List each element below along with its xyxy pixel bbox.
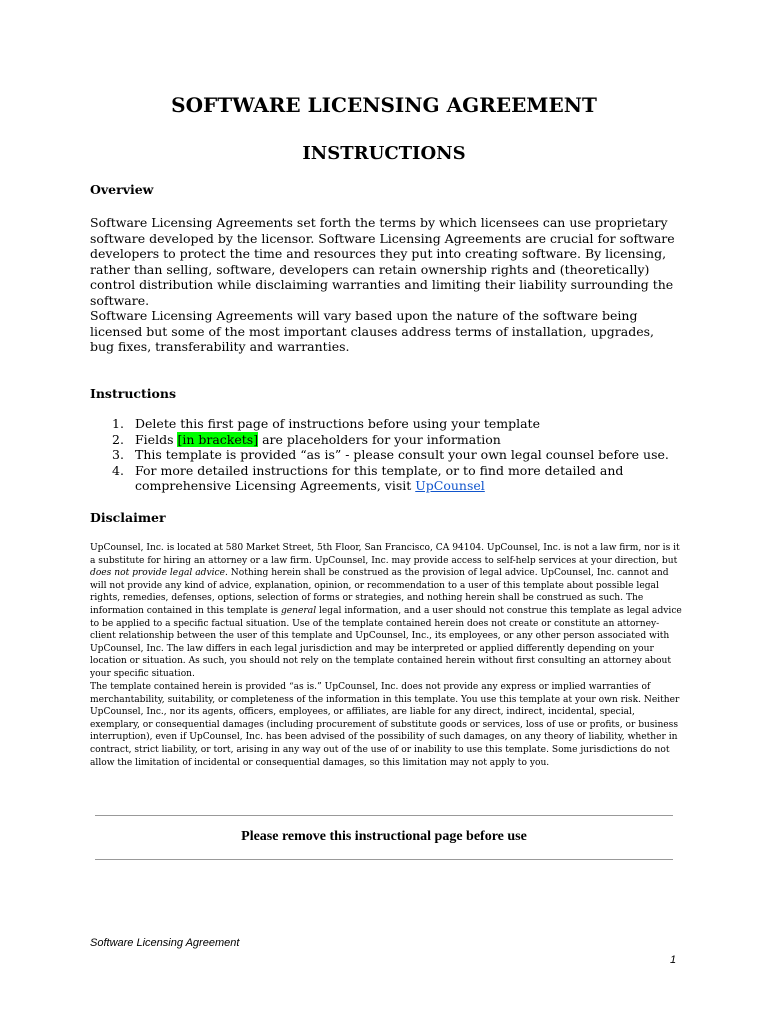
document-title: SOFTWARE LICENSING AGREEMENT — [171, 93, 597, 117]
list-item-text: Fields — [135, 431, 178, 447]
list-number: 1. — [112, 416, 124, 431]
list-item-text: Delete this first page of instructions before using your template — [135, 416, 540, 431]
list-number: 2. — [112, 431, 124, 447]
overview-paragraph-2: Software Licensing Agreements will vary based upon the nature of the software being licensed but some of the most important clauses address terms of installation, upgrades, bug fixes, transferability and warranties. — [90, 308, 654, 355]
list-item — [90, 447, 680, 463]
list-item-text: For more detailed instructions for this template, or to find more detailed and comprehensive Licensing Agreements, visit — [135, 462, 624, 494]
instructions-title: INSTRUCTIONS — [302, 143, 466, 164]
overview-heading: Overview — [90, 182, 154, 197]
disclaimer-paragraph-1 — [90, 542, 685, 681]
list-item-text: This template is provided “as is” - please consult your own legal counsel before use. — [135, 447, 669, 463]
disclaimer-emphasis: general — [280, 605, 317, 616]
disclaimer-text: Nothing herein shall be construed as the provision of legal advice. UpCounsel, Inc. cannot and will not provide any kind of advice, explanation, opinion, or recommendation to a user of this template about possible legal rights, remedies, defenses, options, selection of forms or strategies, and nothing herein shall be construed as such. The information contained in this template is — [90, 568, 669, 616]
disclaimer-paragraph-2: The template contained herein is provided “as is.” UpCounsel, Inc. does not provide any express or implied warranties of merchantability, suitability, or completeness of the information in this template. You use this template at your own risk. Neither UpCounsel, Inc., nor its agents, officers, employees, or affiliates, are liable for any direct, indirect, incidental, special, exemplary, or consequential damages (including procurement of substitute goods or services, loss of use or profits, or business interruption), even if UpCounsel, Inc. has been advised of the possibility of such damages, on any theory of liability, whether in contract, strict liability, or tort, arising in any way out of the use of or inability to use this template. Some jurisdictions do not allow the limitation of incidental or consequential damages, so this limitation may not apply to you. — [90, 682, 680, 768]
list-item — [90, 463, 680, 494]
list-item-text: are placeholders for your information — [258, 431, 501, 447]
list-item — [90, 416, 680, 432]
divider-top — [95, 815, 673, 816]
overview-paragraph-1: Software Licensing Agreements set forth the terms by which licensees can use proprietary software developed by the licensor. Software Licensing Agreements are crucial for software developers to protect the time and resources they put into creating software. By licensing, rather than selling, software, developers can retain ownership rights and (theoretically) control distribution while disclaiming warranties and limiting their liability surrounding the software. — [90, 215, 675, 308]
removal-notice: Please remove this instructional page before use — [241, 829, 527, 844]
instructions-heading: Instructions — [90, 386, 177, 401]
disclaimer-emphasis: does not provide legal advice. — [90, 568, 228, 579]
disclaimer-text: legal information, and a user should not construe this template as legal advice to be applied to a specific factual situation. Use of the template contained herein does not create or constitute an attorney-client relationship between the user of this template and UpCounsel, Inc., its employees, or any other person associated with UpCounsel, Inc. The law differs in each legal jurisdiction and may be interpreted or applied differently depending on your location or situation. As such, you should not rely on the template contained herein without first consulting an attorney about your specific situation. — [90, 605, 682, 679]
highlighted-placeholder: [in brackets] — [177, 431, 259, 447]
disclaimer-heading: Disclaimer — [90, 510, 166, 525]
list-number: 3. — [112, 447, 124, 463]
footer-label: Software Licensing Agreement — [90, 937, 240, 949]
divider-bottom — [95, 859, 673, 860]
upcounsel-link[interactable]: UpCounsel — [415, 478, 485, 494]
disclaimer-text: UpCounsel, Inc. is located at 580 Market Street, 5th Floor, San Francisco, CA 94104. UpCounsel, Inc. is not a law firm, nor is it a substitute for hiring an attorney or a law firm. UpCounsel, Inc. may provide access to self-help services at your direction, but — [90, 543, 680, 566]
page-number: 1 — [670, 954, 677, 966]
instructions-list — [90, 416, 680, 494]
list-item — [90, 432, 680, 448]
list-number: 4. — [112, 462, 124, 478]
